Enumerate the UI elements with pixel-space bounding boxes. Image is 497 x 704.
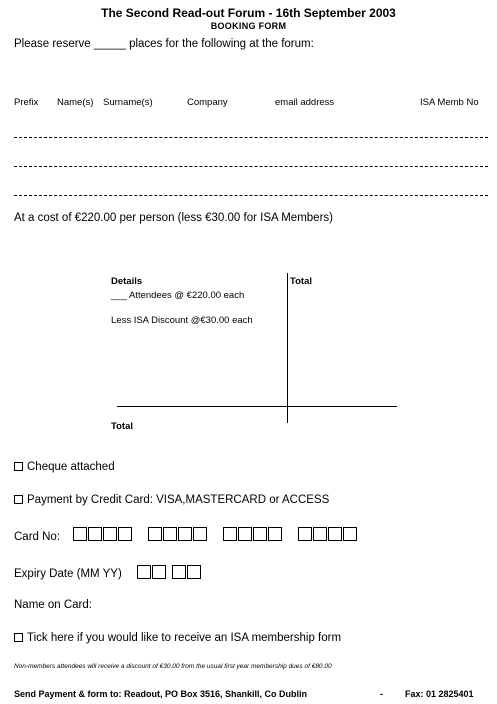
card-digit-group[interactable]: [298, 527, 357, 541]
card-number-field[interactable]: [73, 527, 357, 541]
expiry-month-group[interactable]: [137, 565, 166, 579]
total-label: Total: [111, 421, 133, 432]
column-surnames: Surname(s): [103, 97, 153, 108]
send-payment-address: Send Payment & form to: Readout, PO Box 3516, Shankill, Co Dublin: [14, 689, 308, 699]
card-digit-box[interactable]: [118, 527, 132, 541]
expiry-digit-box[interactable]: [172, 565, 186, 579]
expiry-digit-box[interactable]: [152, 565, 166, 579]
reserve-instruction: Please reserve _____ places for the following at the forum:: [14, 38, 314, 50]
column-email: email address: [275, 97, 335, 108]
attendee-row-line[interactable]: [14, 195, 488, 196]
table-divider-vertical: [287, 273, 288, 423]
card-digit-group[interactable]: [148, 527, 207, 541]
attendee-row-line[interactable]: [14, 166, 488, 167]
card-digit-box[interactable]: [328, 527, 342, 541]
footer-separator: -: [380, 689, 383, 699]
details-heading: Details: [111, 276, 143, 287]
expiry-date-label: Expiry Date (MM YY): [14, 568, 122, 580]
expiry-year-group[interactable]: [172, 565, 201, 579]
name-on-card-label: Name on Card:: [14, 599, 92, 611]
expiry-digit-box[interactable]: [137, 565, 151, 579]
cheque-option[interactable]: [14, 461, 115, 473]
card-digit-box[interactable]: [148, 527, 162, 541]
membership-label: Tick here if you would like to receive an ISA membership form: [27, 632, 342, 644]
attendee-row-line[interactable]: [14, 137, 488, 138]
form-title: The Second Read-out Forum - 16th September 2003: [101, 6, 396, 20]
attendees-line: ___ Attendees @ €220.00 each: [111, 290, 245, 301]
column-company: Company: [187, 97, 228, 108]
column-isa-memb-no: ISA Memb No: [420, 97, 479, 108]
card-digit-box[interactable]: [193, 527, 207, 541]
card-digit-box[interactable]: [73, 527, 87, 541]
fax-number: Fax: 01 2825401: [405, 689, 474, 699]
membership-option[interactable]: [14, 632, 341, 644]
credit-card-label: Payment by Credit Card: VISA,MASTERCARD or ACCESS: [27, 494, 330, 506]
card-no-label: Card No:: [14, 531, 61, 543]
table-divider-horizontal: [117, 406, 397, 407]
credit-card-checkbox[interactable]: [14, 495, 23, 504]
cheque-label: Cheque attached: [27, 461, 115, 473]
card-digit-box[interactable]: [178, 527, 192, 541]
column-prefix: Prefix: [14, 97, 39, 108]
card-digit-box[interactable]: [223, 527, 237, 541]
card-digit-box[interactable]: [298, 527, 312, 541]
expiry-digit-box[interactable]: [187, 565, 201, 579]
form-subtitle: BOOKING FORM: [210, 21, 287, 31]
card-digit-box[interactable]: [313, 527, 327, 541]
membership-footnote: Non-members attendees will receive a discount of €30.00 from the usual first year membership dues of €80.00: [14, 663, 332, 670]
membership-checkbox[interactable]: [14, 633, 23, 642]
card-digit-box[interactable]: [163, 527, 177, 541]
card-digit-box[interactable]: [343, 527, 357, 541]
card-digit-box[interactable]: [103, 527, 117, 541]
card-digit-box[interactable]: [268, 527, 282, 541]
card-digit-group[interactable]: [73, 527, 132, 541]
card-digit-box[interactable]: [253, 527, 267, 541]
card-digit-group[interactable]: [223, 527, 282, 541]
total-heading: Total: [290, 276, 312, 287]
expiry-date-field[interactable]: [137, 565, 201, 579]
column-names: Name(s): [57, 97, 94, 108]
cost-statement: At a cost of €220.00 per person (less €30.00 for ISA Members): [14, 212, 333, 224]
credit-card-option[interactable]: [14, 494, 329, 506]
cheque-checkbox[interactable]: [14, 462, 23, 471]
card-digit-box[interactable]: [238, 527, 252, 541]
discount-line: Less ISA Discount @€30.00 each: [111, 315, 253, 326]
card-digit-box[interactable]: [88, 527, 102, 541]
